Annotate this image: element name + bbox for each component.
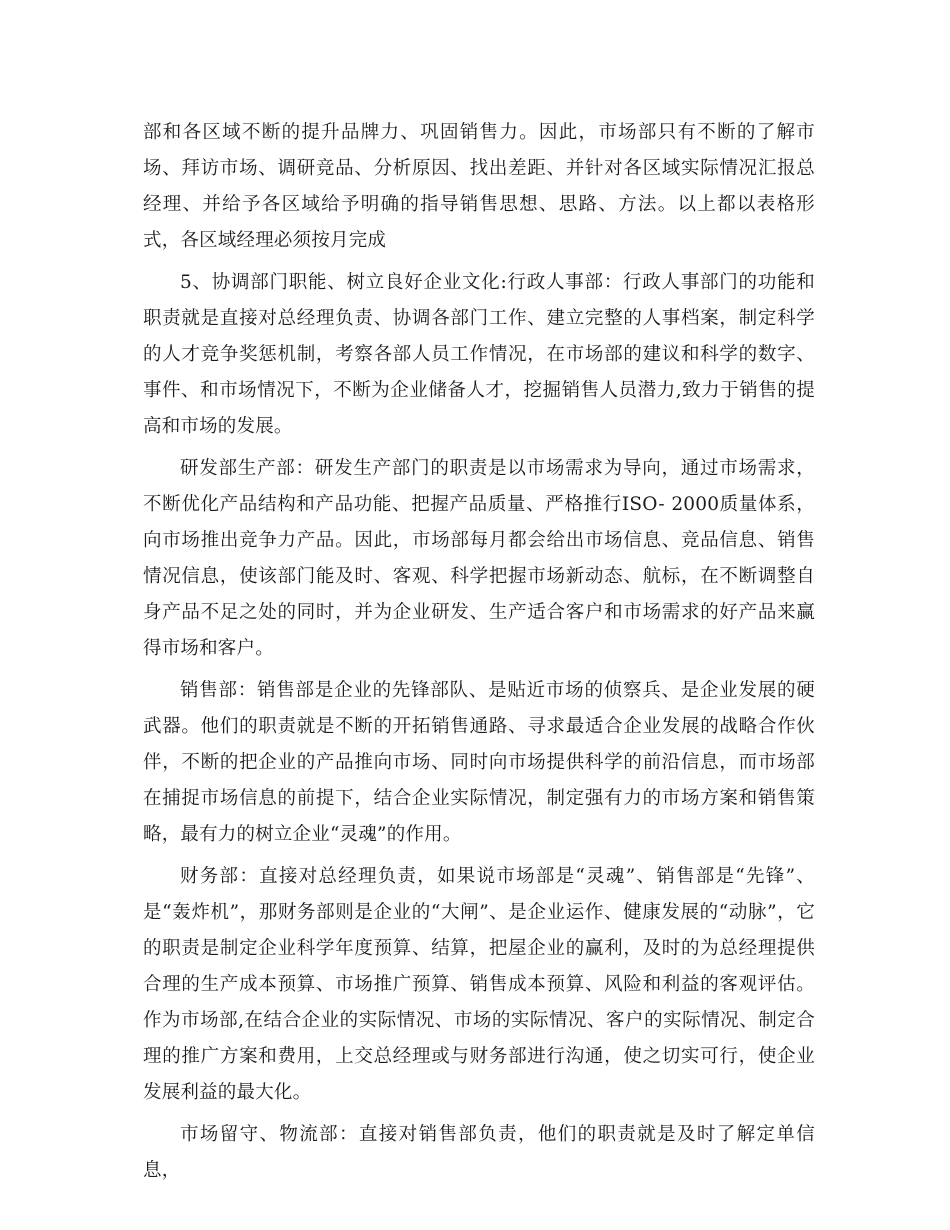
paragraph-finance: 财务部：直接对总经理负责，如果说市场部是“灵魂”、销售部是“先锋”、是“轰炸机”，那财务部则是企业的“大闸”、是企业运作、健康发展的“动脉”，它的职责是制定企业科学年度预算、结算，把屋企业的赢利，及时的为总经理提供合理的生产成本预算、市场推广预算、销售成本预算、风险和利益的客观评估。作为市场部,在结合企业的实际情况、市场的实际情况、客户的实际情况、制定合理的推广方案和费用，上交总经理或与财务部进行沟通，使之切实可行，使企业发展利益的最大化。 (143, 866, 815, 1103)
paragraph-continuation: 部和各区域不断的提升品牌力、巩固销售力。因此，市场部只有不断的了解市场、拜访市场、调研竞品、分析原因、找出差距、并针对各区域实际情况汇报总经理、并给予各区域给予明确的指导销售思想、思路、方法。以上都以表格形式，各区域经理必须按月完成 (143, 122, 815, 251)
paragraph-logistics: 市场留守、物流部：直接对销售部负责，他们的职责就是及时了解定单信息， (143, 1124, 815, 1181)
paragraph-sales: 销售部：销售部是企业的先锋部队、是贴近市场的侦察兵、是企业发展的硬武器。他们的职责就是不断的开拓销售通路、寻求最适合企业发展的战略合作伙伴，不断的把企业的产品推向市场、同时向市场提供科学的前沿信息，而市场部在捕捉市场信息的前提下，结合企业实际情况，制定强有力的市场方案和销售策略，最有力的树立企业“灵魂”的作用。 (143, 680, 815, 845)
document-body (143, 115, 815, 1195)
paragraph-rd-production: 研发部生产部：研发生产部门的职责是以市场需求为导向，通过市场需求，不断优化产品结构和产品功能、把握产品质量、严格推行ISO- 2000质量体系，向市场推出竞争力产品。因此，市场部每月都会给出市场信息、竞品信息、销售情况信息，使该部门能及时、客观、科学把握市场新动态、航标，在不断调整自身产品不足之处的同时，并为企业研发、生产适合客户和市场需求的好产品来赢得市场和客户。 (143, 458, 815, 659)
paragraph-admin-hr: 5、协调部门职能、树立良好企业文化:行政人事部：行政人事部门的功能和职责就是直接对总经理负责、协调各部门工作、建立完整的人事档案，制定科学的人才竞争奖惩机制，考察各部人员工作情况，在市场部的建议和科学的数字、事件、和市场情况下，不断为企业储备人才，挖掘销售人员潜力,致力于销售的提高和市场的发展。 (143, 272, 815, 437)
